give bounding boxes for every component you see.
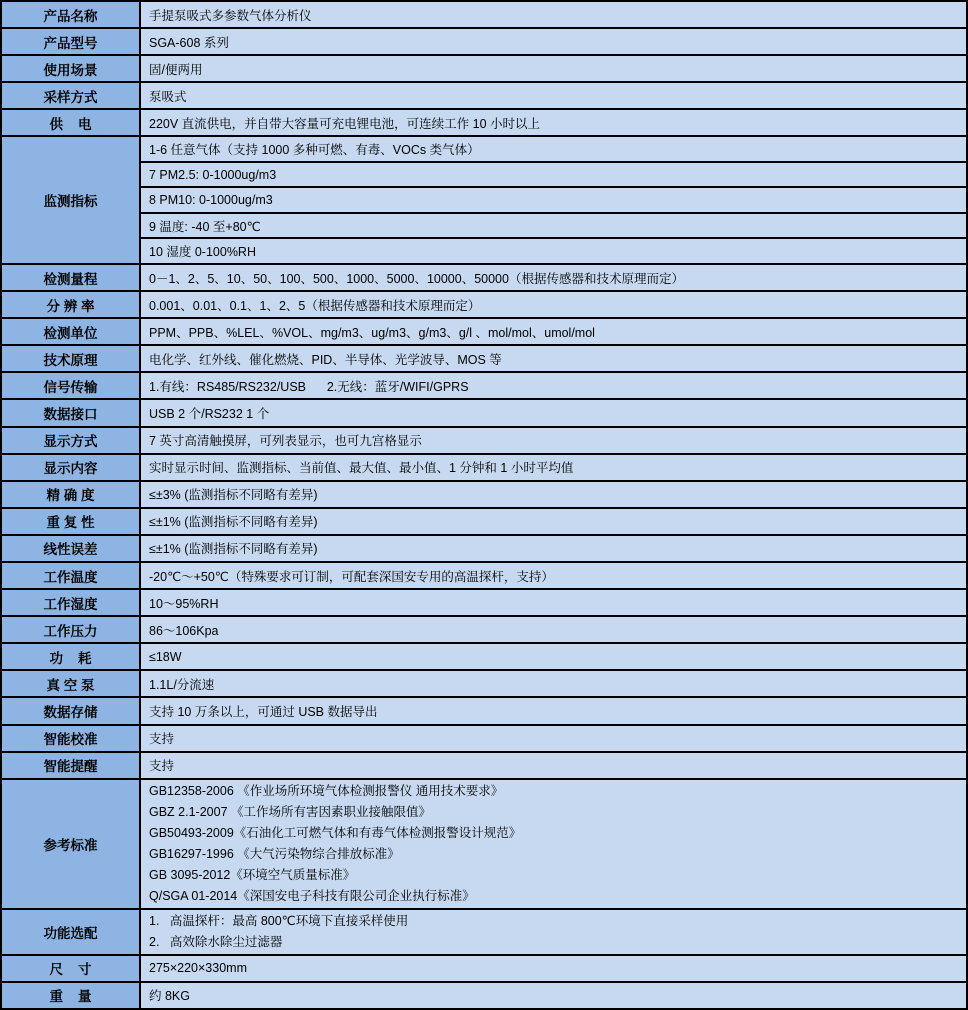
table-row: [2, 536, 966, 563]
row-value: [141, 910, 966, 954]
value-text: SGA-608 系列: [149, 35, 229, 50]
table-row: [2, 137, 966, 264]
table-row: [2, 956, 966, 983]
table-row: [2, 671, 966, 698]
value-text: 约 8KG: [149, 989, 190, 1004]
value-text: 1.1L/分流速: [149, 677, 215, 692]
value-text: 10～95%RH: [149, 596, 219, 611]
row-label: 智能校准: [2, 726, 141, 751]
row-value: [141, 698, 966, 723]
row-value: [141, 400, 966, 425]
table-row: [2, 110, 966, 137]
row-label: 信号传输: [2, 373, 141, 398]
value-text: GB16297-1996 《大气污染物综合排放标准》: [149, 846, 400, 861]
sub-row-value: 7 PM2.5: 0-1000ug/m3: [141, 163, 966, 189]
table-row: [2, 563, 966, 590]
value-text: ≤±3% (监测指标不同略有差异): [149, 488, 318, 503]
value-text: ≤±1% (监测指标不同略有差异): [149, 515, 318, 530]
value-text: 支持 10 万条以上，可通过 USB 数据导出: [149, 705, 378, 719]
table-row: [2, 400, 966, 427]
table-row: [2, 726, 966, 753]
row-value: [141, 2, 966, 27]
table-row: [2, 644, 966, 671]
row-label: 产品型号: [2, 29, 141, 54]
value-text: GB50493-2009《石油化工可燃气体和有毒气体检测报警设计规范》: [149, 825, 522, 840]
row-label: 分 辨 率: [2, 292, 141, 317]
row-value: [141, 428, 966, 453]
table-row: [2, 780, 966, 910]
row-label: 采样方式: [2, 83, 141, 108]
row-value: [141, 563, 966, 588]
value-text: USB 2 个/RS232 1 个: [149, 406, 270, 421]
table-row: [2, 373, 966, 400]
sub-row-value: 8 PM10: 0-1000ug/m3: [141, 188, 966, 214]
value-text: 1. 高温探杆：最高 800℃环境下直接采样使用: [149, 913, 409, 928]
row-value: [141, 509, 966, 534]
table-row: [2, 698, 966, 725]
row-value: [141, 110, 966, 135]
row-value: [141, 482, 966, 507]
value-text: 实时显示时间、监测指标、当前值、最大值、最小值、1 分钟和 1 小时平均值: [149, 461, 574, 476]
row-label: 线性误差: [2, 536, 141, 561]
row-label: 产品名称: [2, 2, 141, 27]
value-text: 0.001、0.01、0.1、1、2、5（根据传感器和技术原理而定）: [149, 298, 481, 313]
value-text: GB12358-2006 《作业场所环境气体检测报警仪 通用技术要求》: [149, 783, 504, 798]
row-value: [141, 373, 966, 398]
value-text: 电化学、红外线、催化燃烧、PID、半导体、光学波导、MOS 等: [149, 352, 502, 367]
value-text: 支持: [149, 759, 175, 774]
row-label: 显示方式: [2, 428, 141, 453]
table-row: [2, 455, 966, 482]
row-value: [141, 319, 966, 344]
value-text: 支持: [149, 732, 175, 747]
row-value: [141, 56, 966, 81]
value-text: 2. 高效除水除尘过滤器: [149, 934, 283, 949]
row-value: [141, 137, 966, 262]
sub-row-value: 10 湿度 0-100%RH: [149, 245, 256, 260]
row-label: 功 耗: [2, 644, 141, 669]
row-value: [141, 590, 966, 615]
row-label: 参考标准: [2, 780, 141, 908]
row-label: 工作压力: [2, 617, 141, 642]
row-label: 技术原理: [2, 346, 141, 371]
table-row: [2, 83, 966, 110]
value-text: 手提泵吸式多参数气体分析仪: [149, 8, 312, 23]
value-text: 7 英寸高清触摸屏，可列表显示，也可九宫格显示: [149, 434, 422, 449]
row-label: 检测量程: [2, 265, 141, 290]
table-row: [2, 590, 966, 617]
row-label: 工作温度: [2, 563, 141, 588]
row-label: 真 空 泵: [2, 671, 141, 696]
value-text: GBZ 2.1-2007 《工作场所有害因素职业接触限值》: [149, 804, 431, 819]
value-text: 220V 直流供电，并自带大容量可充电锂电池，可连续工作 10 小时以上: [149, 116, 541, 131]
value-text: 86～106Kpa: [149, 623, 219, 638]
row-value: [141, 617, 966, 642]
value-text: 固/便两用: [149, 62, 203, 77]
row-label: 重 复 性: [2, 509, 141, 534]
row-label: 数据存储: [2, 698, 141, 723]
table-row: [2, 509, 966, 536]
row-value: [141, 671, 966, 696]
table-row: [2, 482, 966, 509]
row-value: [141, 265, 966, 290]
value-text: 泵吸式: [149, 89, 187, 104]
row-value: [141, 956, 966, 981]
row-label: 检测单位: [2, 319, 141, 344]
table-row: [2, 29, 966, 56]
row-value: [141, 536, 966, 561]
table-row: [2, 319, 966, 346]
row-label: 显示内容: [2, 455, 141, 480]
row-label: 智能提醒: [2, 753, 141, 778]
row-label: 功能选配: [2, 910, 141, 954]
row-value: [141, 644, 966, 669]
value-text: ≤±1% (监测指标不同略有差异): [149, 542, 318, 557]
row-label: 工作湿度: [2, 590, 141, 615]
row-value: [141, 726, 966, 751]
row-value: [141, 292, 966, 317]
row-label: 精 确 度: [2, 482, 141, 507]
table-row: [2, 56, 966, 83]
table-row: [2, 346, 966, 373]
value-text: PPM、PPB、%LEL、%VOL、mg/m3、ug/m3、g/m3、g/l 、mol/mol、umol/mol: [149, 325, 595, 340]
value-text: Q/SGA 01-2014《深国安电子科技有限公司企业执行标准》: [149, 888, 475, 903]
table-row: [2, 753, 966, 780]
row-label: 监测指标: [2, 137, 141, 262]
row-label: 重 量: [2, 983, 141, 1008]
table-row: [2, 292, 966, 319]
value-text: 275×220×330mm: [149, 961, 247, 976]
row-value: [141, 753, 966, 778]
row-label: 使用场景: [2, 56, 141, 81]
sub-row-value: 1-6 任意气体（支持 1000 多种可燃、有毒、VOCs 类气体）: [141, 137, 966, 163]
row-value: [141, 455, 966, 480]
table-row: [2, 910, 966, 956]
row-value: [141, 29, 966, 54]
row-label: 数据接口: [2, 400, 141, 425]
row-label: 供 电: [2, 110, 141, 135]
row-value: [141, 780, 966, 908]
table-row: [2, 428, 966, 455]
table-row: [2, 265, 966, 292]
value-text: 0－1、2、5、10、50、100、500、1000、5000、10000、50000（根据传感器和技术原理而定）: [149, 271, 684, 286]
table-row: [2, 2, 966, 29]
sub-row-value: 9 温度: -40 至+80℃: [141, 214, 966, 240]
value-text: 1.有线：RS485/RS232/USB 2.无线：蓝牙/WIFI/GPRS: [149, 379, 469, 394]
row-value: [141, 83, 966, 108]
value-text: ≤18W: [149, 649, 182, 664]
row-value: [141, 346, 966, 371]
table-row: [2, 983, 966, 1008]
value-text: GB 3095-2012《环境空气质量标准》: [149, 867, 356, 882]
value-text: -20℃～+50℃（特殊要求可订制，可配套深国安专用的高温探杆，支持）: [149, 569, 554, 584]
table-row: [2, 617, 966, 644]
row-label: 尺 寸: [2, 956, 141, 981]
row-value: [141, 983, 966, 1008]
